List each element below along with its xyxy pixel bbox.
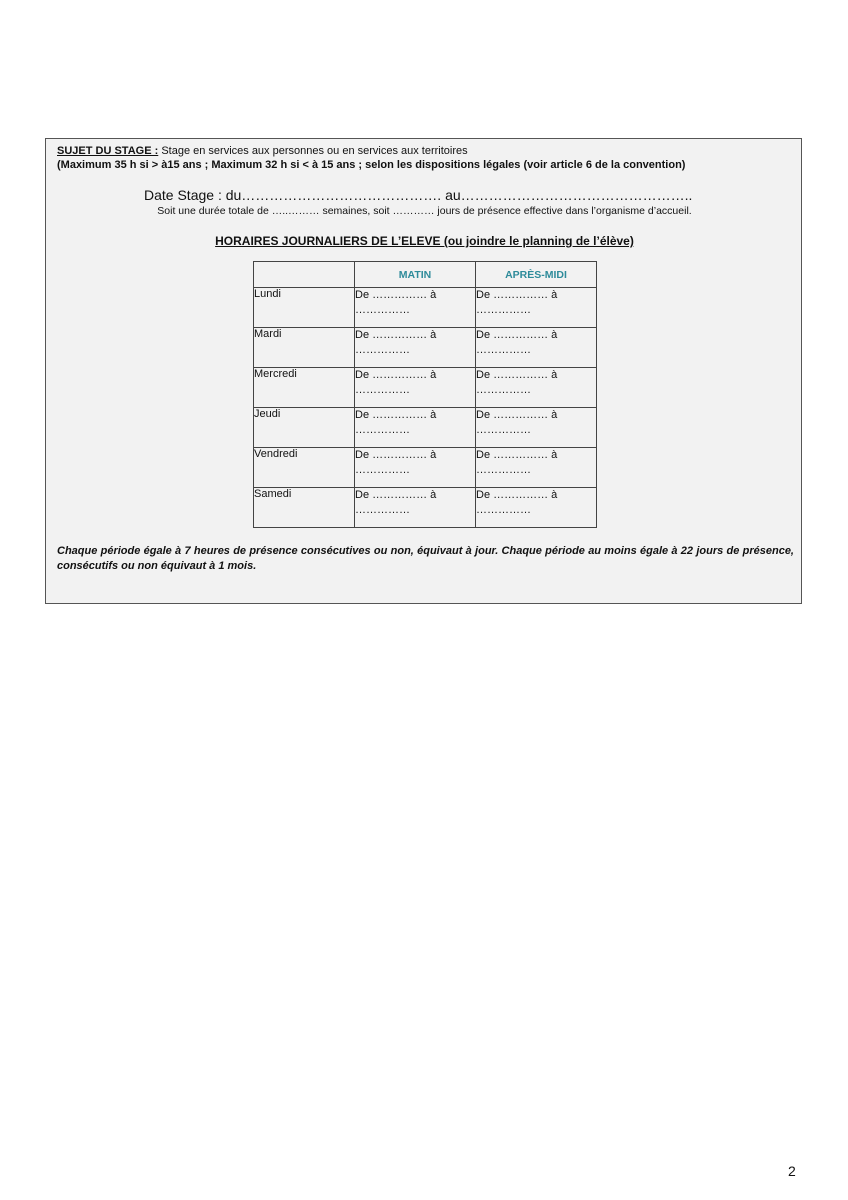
table-row (254, 488, 597, 528)
table-header-row (254, 262, 597, 288)
day-cell: Lundi (254, 288, 355, 328)
header-day (254, 262, 355, 288)
matin-cell: De …………… à …………… (355, 448, 476, 488)
table-row (254, 448, 597, 488)
apres-midi-cell: De …………… à …………… (476, 328, 597, 368)
table-row (254, 368, 597, 408)
hours-limits: (Maximum 35 h si > à15 ans ; Maximum 32 h si < à 15 ans ; selon les dispositions légales (voir article 6 de la convention) (57, 159, 686, 171)
date-stage-line: Date Stage : du……………………………………. au………………………………………….. (144, 187, 693, 203)
duree-line: Soit une durée totale de …..……… semaines, soit ………… jours de présence effective dans l’organisme d’accueil. (157, 205, 692, 217)
day-cell: Jeudi (254, 408, 355, 448)
matin-cell: De …………… à …………… (355, 408, 476, 448)
schedule-table (253, 261, 597, 528)
sujet-text: Stage en services aux personnes ou en services aux territoires (158, 145, 468, 157)
day-cell: Vendredi (254, 448, 355, 488)
apres-midi-cell: De …………… à …………… (476, 488, 597, 528)
apres-midi-cell: De …………… à …………… (476, 368, 597, 408)
horaires-title: HORAIRES JOURNALIERS DE L’ELEVE (ou joindre le planning de l’élève) (215, 234, 634, 248)
day-cell: Samedi (254, 488, 355, 528)
matin-cell: De …………… à …………… (355, 328, 476, 368)
matin-cell: De …………… à …………… (355, 368, 476, 408)
matin-cell: De …………… à …………… (355, 488, 476, 528)
day-cell: Mercredi (254, 368, 355, 408)
day-cell: Mardi (254, 328, 355, 368)
period-note: Chaque période égale à 7 heures de présence consécutives ou non, équivaut à jour. Chaque période au moins égale à 22 jours de présence, consécutifs ou non équivaut à 1 mois. (57, 545, 794, 572)
internship-info-box (45, 138, 802, 604)
matin-cell: De …………… à …………… (355, 288, 476, 328)
apres-midi-cell: De …………… à …………… (476, 288, 597, 328)
apres-midi-cell: De …………… à …………… (476, 448, 597, 488)
table-row (254, 288, 597, 328)
apres-midi-cell: De …………… à …………… (476, 408, 597, 448)
sujet-label: SUJET DU STAGE : (57, 145, 159, 157)
sujet-line (57, 145, 468, 157)
table-row (254, 408, 597, 448)
page-number: 2 (788, 1163, 796, 1179)
header-apres-midi: APRÈS-MIDI (476, 262, 597, 288)
table-row (254, 328, 597, 368)
header-matin: MATIN (355, 262, 476, 288)
